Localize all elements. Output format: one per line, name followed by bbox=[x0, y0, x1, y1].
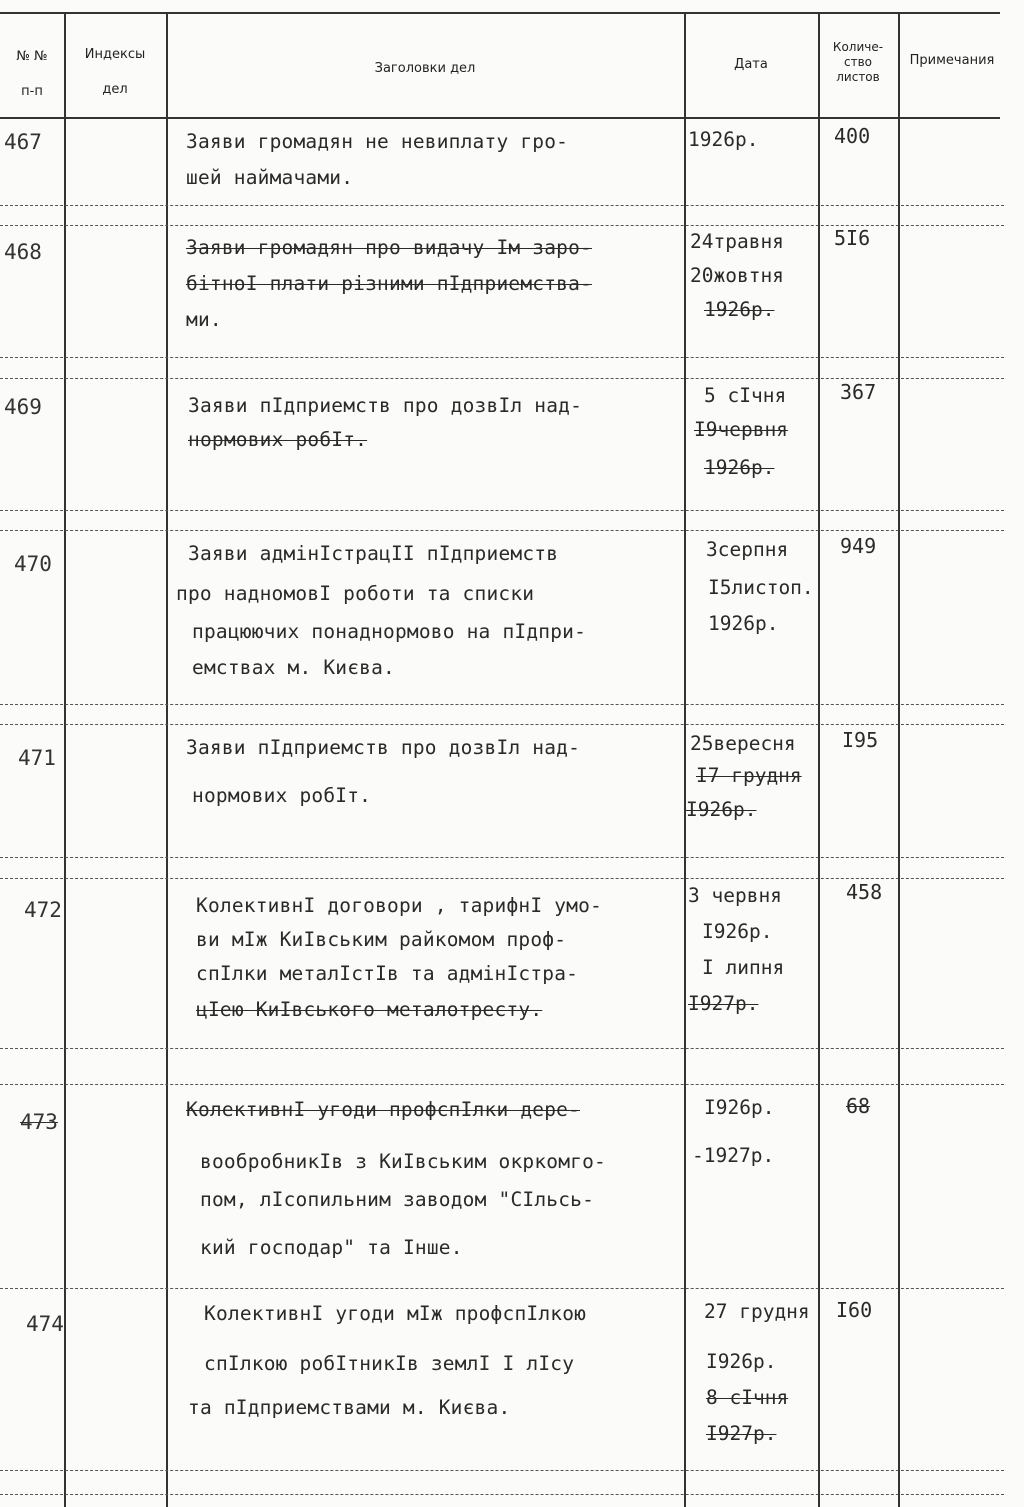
row-title-line: спIлкою робIтникIв землI I лIсу bbox=[204, 1352, 575, 1375]
row-number: 467 bbox=[4, 130, 42, 154]
row-quantity: I95 bbox=[842, 728, 879, 752]
row-date-line: 3серпня bbox=[706, 538, 789, 561]
row-number: 473 bbox=[20, 1110, 58, 1134]
row-title-line: про надномовI роботи та списки bbox=[176, 582, 535, 605]
top-rule bbox=[0, 12, 1000, 14]
row-title-line: КолективнI угоди профспIлки дере- bbox=[186, 1098, 581, 1121]
row-title-line: та пIдприемствами м. Києва. bbox=[188, 1396, 511, 1419]
row-number: 469 bbox=[4, 395, 42, 419]
header-index: Индексы дел bbox=[84, 47, 146, 97]
row-date-line: I927р. bbox=[706, 1422, 777, 1445]
row-number: 472 bbox=[24, 898, 62, 922]
row-title-line: кий господар" та Iнше. bbox=[200, 1236, 463, 1259]
row-title-line: Заяви пIдприемств про дозвIл над- bbox=[186, 736, 581, 759]
row-title-line: Заяви пIдприемств про дозвIл над- bbox=[188, 394, 583, 417]
header-rule bbox=[0, 117, 1000, 119]
row-title-line: нормових робIт. bbox=[192, 784, 372, 807]
row-rule bbox=[0, 1084, 1004, 1085]
row-rule bbox=[0, 1470, 1004, 1471]
row-number: 468 bbox=[4, 240, 42, 264]
row-title-line: Заяви громадян про видачу Iм заро- bbox=[186, 236, 592, 259]
row-quantity: I60 bbox=[836, 1298, 873, 1322]
row-date-line: I липня bbox=[702, 956, 785, 979]
column-rule-3 bbox=[684, 12, 686, 1507]
row-date-line: I926р. bbox=[706, 1350, 777, 1373]
row-title-line: Заяви громадян не невиплату гро- bbox=[186, 130, 569, 153]
row-date-line: 1926р. bbox=[704, 298, 775, 321]
column-rule-4 bbox=[818, 12, 820, 1507]
row-quantity: 68 bbox=[846, 1094, 871, 1118]
row-date-line: I926р. bbox=[704, 1096, 775, 1119]
row-quantity: 458 bbox=[846, 880, 883, 904]
column-rule-5 bbox=[898, 12, 900, 1507]
row-rule bbox=[0, 1494, 1004, 1495]
row-rule bbox=[0, 510, 1004, 511]
row-date-line: 1926р. bbox=[688, 128, 759, 151]
row-rule bbox=[0, 1048, 1004, 1049]
row-title-line: пом, лIсопильним заводом "СIльсь- bbox=[200, 1188, 595, 1211]
row-title-line: спIлки металIстIв та адмiнIстра- bbox=[196, 962, 579, 985]
column-rule-1 bbox=[64, 12, 66, 1507]
header-quantity: Количе- ство листов bbox=[832, 40, 884, 84]
row-title-line: шей наймачами. bbox=[186, 166, 354, 189]
row-title-line: цIею КиIвського металотресту. bbox=[196, 998, 543, 1021]
row-rule bbox=[0, 724, 1004, 725]
row-title-line: працюючих понаднормово на пIдпри- bbox=[192, 620, 587, 643]
row-rule bbox=[0, 530, 1004, 531]
row-title-line: КолективнI угоди мIж профспIлкою bbox=[204, 1302, 587, 1325]
row-date-line: 1926р. bbox=[704, 456, 775, 479]
row-rule bbox=[0, 704, 1004, 705]
row-title-line: ми. bbox=[186, 308, 222, 331]
row-date-line: I927р. bbox=[688, 992, 759, 1015]
header-date: Дата bbox=[734, 57, 768, 72]
row-title-line: нормових робIт. bbox=[188, 428, 368, 451]
row-date-line: 25вересня bbox=[690, 732, 796, 755]
row-quantity: 400 bbox=[834, 124, 871, 148]
row-rule bbox=[0, 378, 1004, 379]
row-title-line: бiтноI плати рiзними пIдприемства- bbox=[186, 272, 592, 295]
header-title: Заголовки дел bbox=[374, 61, 476, 76]
header-number: № № п-п bbox=[16, 49, 48, 99]
row-rule bbox=[0, 205, 1004, 206]
row-title-line: Заяви адмiнIстрацII пIдприемств bbox=[188, 542, 559, 565]
row-date-line: 1926р. bbox=[708, 612, 779, 635]
row-date-line: -1927р. bbox=[692, 1144, 775, 1167]
row-quantity: 367 bbox=[840, 380, 877, 404]
row-date-line: 24травня bbox=[690, 230, 784, 253]
row-rule bbox=[0, 857, 1004, 858]
row-title-line: емствах м. Києва. bbox=[192, 656, 395, 679]
row-date-line: 20жовтня bbox=[690, 264, 784, 287]
row-title-line: вообробникIв з КиIвським окркомго- bbox=[200, 1150, 606, 1173]
row-number: 470 bbox=[14, 552, 52, 576]
row-date-line: I7 грудня bbox=[696, 764, 802, 787]
row-date-line: 27 грудня bbox=[704, 1300, 810, 1323]
row-date-line: I926р. bbox=[686, 798, 757, 821]
row-quantity: 949 bbox=[840, 534, 877, 558]
row-rule bbox=[0, 357, 1004, 358]
row-date-line: 3 червня bbox=[688, 884, 782, 907]
row-quantity: 5I6 bbox=[834, 226, 871, 250]
row-rule bbox=[0, 878, 1004, 879]
row-date-line: I9червня bbox=[694, 418, 788, 441]
column-rule-2 bbox=[166, 12, 168, 1507]
row-date-line: I5листоп. bbox=[708, 576, 814, 599]
row-date-line: 5 сIчня bbox=[704, 384, 787, 407]
row-date-line: 8 сIчня bbox=[706, 1386, 789, 1409]
row-date-line: I926р. bbox=[702, 920, 773, 943]
header-notes: Примечания bbox=[909, 53, 995, 68]
row-number: 471 bbox=[18, 746, 56, 770]
row-title-line: ви мIж КиIвським райкомом проф- bbox=[196, 928, 567, 951]
row-rule bbox=[0, 1288, 1004, 1289]
row-title-line: КолективнI договори , тарифнI умо- bbox=[196, 894, 602, 917]
row-number: 474 bbox=[26, 1312, 64, 1336]
